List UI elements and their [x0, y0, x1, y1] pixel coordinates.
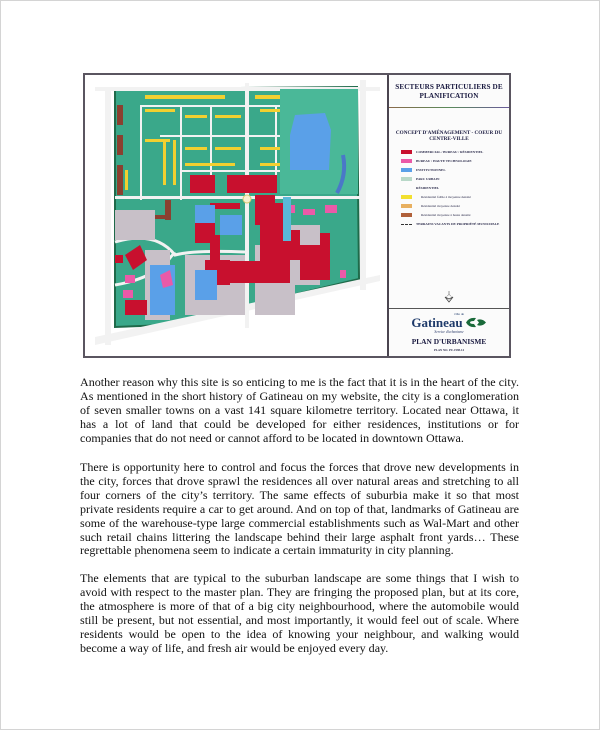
legend-label: Résidentiel faible à moyenne densité — [421, 195, 471, 200]
urban-plan-figure — [83, 73, 511, 358]
brand-name: Gatineau — [411, 314, 463, 330]
north-arrow — [389, 231, 509, 307]
legend-label: Résidentiel moyenne densité — [421, 204, 460, 209]
institutional-building — [150, 265, 175, 315]
commercial-block — [227, 175, 277, 193]
paragraph: The elements that are typical to the suburban landscape are some things that I wish to avoid with respect to the master plan. They are fringing the proposed plan, but at its core, the atmosphere is more of that of a big city neighbourhood, where the automobile would still be present, but not essential, and most importantly, it would feel out of scale. Where residents would be open to the idea of knowing your neighbour, and walking would become a way of life, and fresh air would be enjoyed every day. — [80, 571, 519, 655]
legend-swatch — [401, 204, 412, 208]
legend-label: RÉSIDENTIEL — [416, 186, 440, 191]
institutional-building — [195, 205, 215, 223]
legend-swatch — [401, 168, 412, 172]
commercial-block — [115, 255, 123, 263]
residential-block — [117, 105, 123, 125]
residential-block — [185, 163, 235, 166]
plan-title: PLAN D'URBANISME — [411, 337, 487, 346]
divider — [389, 308, 509, 309]
plan-metadata — [389, 348, 509, 352]
office-block — [340, 270, 346, 278]
brand-prefix: ville de — [453, 311, 465, 316]
north-arrow-icon — [442, 290, 456, 304]
legend-panel — [387, 75, 509, 356]
residential-block — [163, 140, 166, 185]
road — [115, 196, 360, 199]
legend-item — [401, 195, 505, 202]
concept-title: CONCEPT D'AMÉNAGEMENT - COEUR DU CENTRE-VILLE — [395, 130, 503, 143]
plaza — [243, 195, 251, 203]
office-block — [303, 209, 315, 215]
gatineau-logo — [389, 312, 509, 329]
legend-item — [401, 186, 505, 193]
legend-swatch — [401, 177, 412, 181]
legend-swatch — [401, 150, 412, 154]
legend-swatch — [401, 195, 412, 199]
site-plan-map — [85, 75, 387, 356]
commercial-block — [255, 195, 275, 225]
legend-label: BUREAU / HAUTE TECHNOLOGIE — [416, 159, 472, 164]
legend-item — [401, 222, 505, 229]
paragraph: Another reason why this site is so enticing to me is the fact that it is in the heart of the city. As mentioned in the short history of Gatineau on my website, the city is a conglomeration of seven smaller towns on a vast 141 square kilometre territory. Located near Ottawa, it has a lot of land that could be developed for either residences, institutions or for companies that do not need or cannot afford to be located in downtown Ottawa. — [80, 375, 519, 445]
road — [140, 105, 300, 107]
brand-row — [389, 316, 509, 329]
commercial-block — [320, 233, 330, 253]
commercial-block — [210, 235, 220, 260]
legend-swatch — [401, 224, 412, 225]
legend-item — [401, 168, 505, 175]
residential-block — [117, 165, 123, 195]
office-block — [123, 290, 133, 298]
divider — [389, 107, 509, 108]
institutional-building — [220, 215, 242, 235]
residential-block — [145, 139, 170, 142]
paragraph: There is opportunity here to control and focus the forces that drove new developments in the city, forces that drove sprawl the residences all over natural areas and stretching to all four corners of the city’s territory. The same effects of suburbia make it so that most private residents require a car to get around. And on top of that, landmarks of Gatineau are some of the warehouse-type large commercial establishments such as Wal-Mart and other such retail chains littering the landscape behind their large asphalt front yards… These regrettable phenomena seem to indicate a certain immaturity in city planning. — [80, 460, 519, 558]
residential-block — [125, 170, 128, 190]
office-block — [325, 205, 337, 213]
residential-block — [145, 95, 225, 99]
institutional-building — [195, 270, 217, 300]
residential-block — [117, 135, 123, 155]
road — [160, 135, 300, 137]
legend-label: COMMERCIAL / BUREAU / RÉSIDENTIEL — [416, 150, 484, 155]
legend-label: TERRAINS VACANTS DE PROPRIÉTÉ MUNICIPALE — [416, 222, 500, 227]
plan-number: PLAN NO. PU-1998-14 — [434, 348, 464, 352]
residential-block — [215, 147, 241, 150]
legend-swatch — [401, 159, 412, 163]
residential-block — [185, 115, 207, 118]
road — [360, 80, 366, 290]
legend-item — [401, 213, 505, 220]
legend-swatch — [401, 213, 412, 217]
gatineau-logo-icon — [465, 317, 487, 328]
residential-block — [173, 140, 176, 185]
road — [245, 83, 249, 328]
legend-title: SECTEURS PARTICULIERS DE PLANIFICATION — [395, 83, 503, 100]
commercial-block — [190, 175, 215, 193]
residential-block — [145, 109, 175, 112]
brand-subtitle: Service d'urbanisme — [434, 329, 464, 334]
commercial-block — [125, 300, 147, 315]
road — [140, 105, 142, 200]
legend-label: Résidentiel moyenne à haute densité — [421, 213, 471, 218]
site-plan-drawing — [85, 75, 387, 356]
legend-swatch — [401, 186, 412, 190]
residential-block — [185, 147, 207, 150]
legend-item — [401, 204, 505, 211]
legend-label: INSTITUTIONNEL — [416, 168, 446, 173]
legend-list — [401, 150, 505, 231]
legend-item — [401, 150, 505, 157]
water — [283, 197, 291, 241]
road — [105, 87, 111, 345]
legend-item — [401, 177, 505, 184]
residential-block — [165, 200, 171, 220]
office-block — [125, 275, 135, 283]
residential-block — [215, 115, 241, 118]
legend-item — [401, 159, 505, 166]
commercial-block — [230, 261, 260, 283]
parking-area — [115, 210, 155, 240]
institutional-building — [290, 113, 331, 170]
legend-label: PARC URBAIN — [416, 177, 440, 182]
road — [180, 105, 182, 200]
